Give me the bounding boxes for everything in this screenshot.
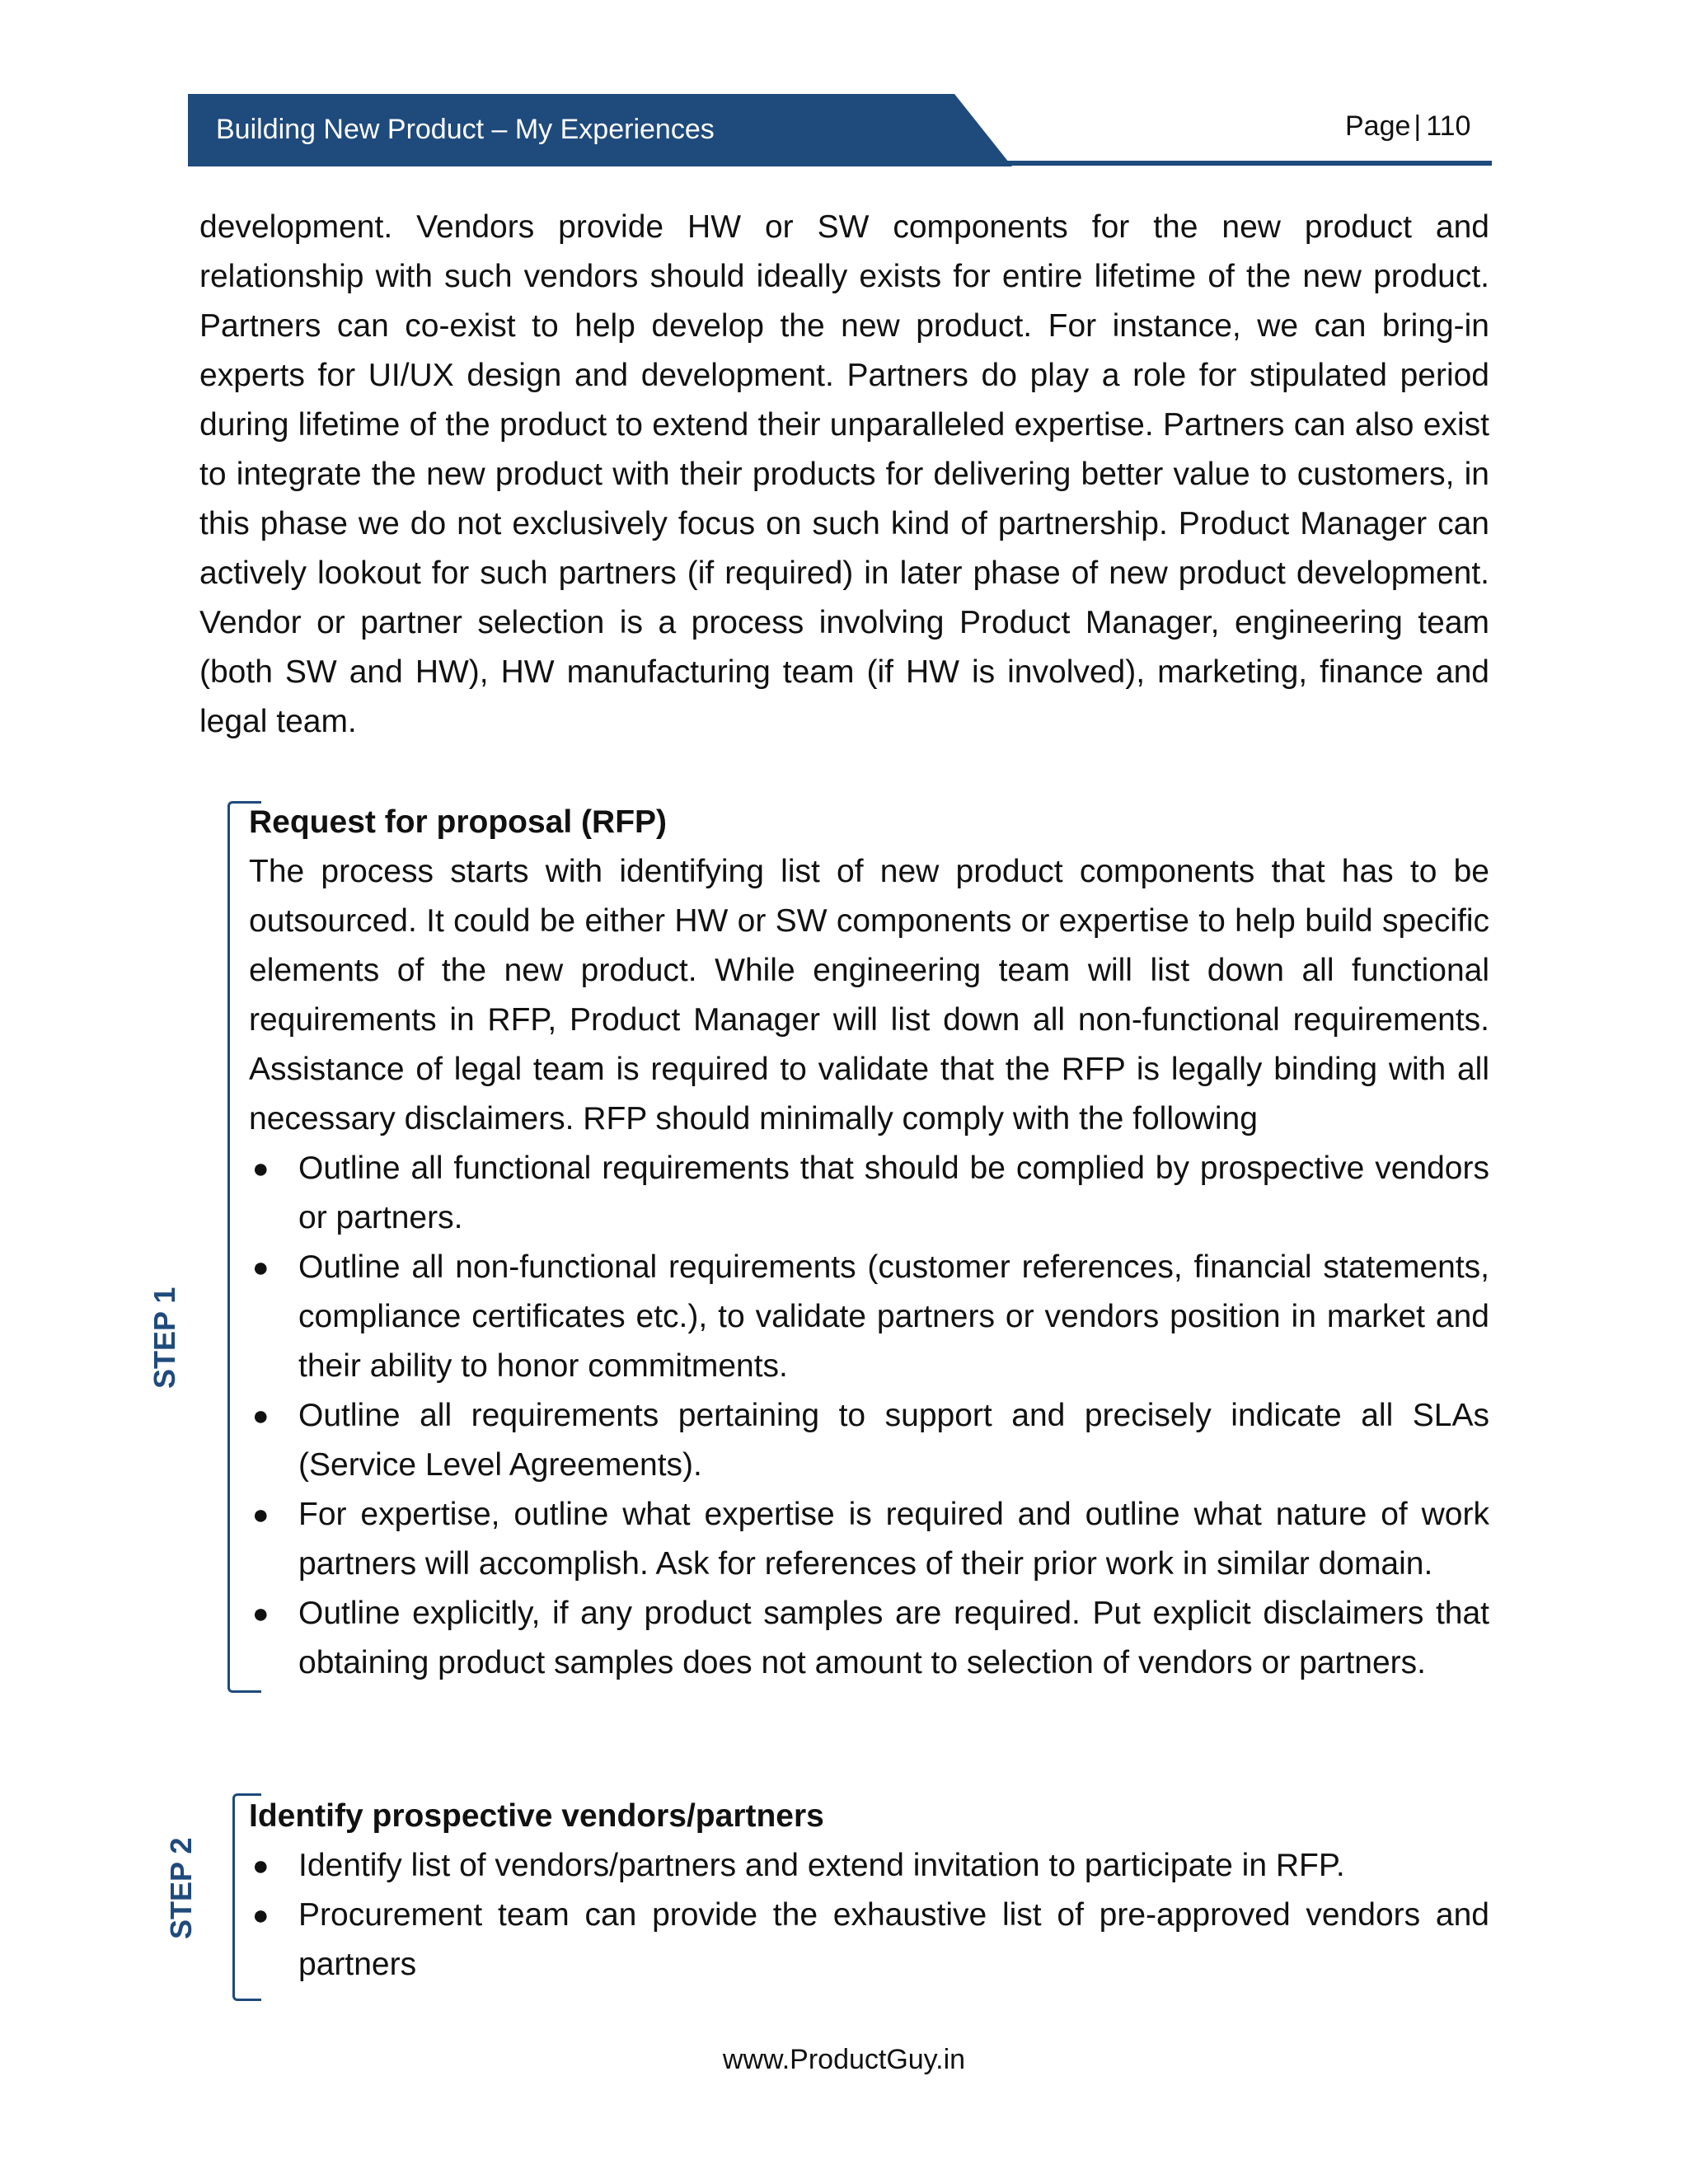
bullet-icon: ● — [252, 1499, 270, 1530]
footer-url: www.ProductGuy.in — [722, 2044, 966, 2075]
list-item — [249, 1391, 1489, 1490]
step1-heading: Request for proposal (RFP) — [249, 804, 668, 840]
bullet-icon: ● — [252, 1153, 270, 1184]
step1-section — [249, 798, 1489, 1688]
step2-section — [249, 1792, 1489, 1990]
bullet-text: Outline all functional requirements that should be complied by prospective vendors or partners. — [298, 1151, 1489, 1235]
step1-bullet-list — [249, 1144, 1489, 1688]
list-item — [249, 1144, 1489, 1243]
page-number-label — [1345, 110, 1470, 143]
list-item — [249, 1841, 1489, 1891]
bullet-text: For expertise, outline what expertise is required and outline what nature of work partners will accomplish. Ask for references of their prior work in similar domain. — [298, 1497, 1489, 1582]
intro-paragraph: development. Vendors provide HW or SW components for the new product and relationship with such vendors should ideally exists for entire lifetime of the new product. Partners can co-exist to help develop the new product. For instance, we can bring-in experts for UI/UX design and development. Partners do play a role for stipulated period during lifetime of the product to extend their unparalleled expertise. Partners can also exist to integrate the new product with their products for delivering better value to customers, in this phase we do not exclusively focus on such kind of partnership. Product Manager can actively lookout for such partners (if required) in later phase of new product development. Vendor or partner selection is a process involving Product Manager, engineering team (both SW and HW), HW manufacturing team (if HW is involved), marketing, finance and legal team. — [199, 209, 1489, 739]
bullet-icon: ● — [252, 1900, 270, 1931]
header-rule — [997, 161, 1492, 166]
page-separator: | — [1414, 110, 1422, 142]
page-label: Page — [1345, 110, 1411, 142]
step2-heading: Identify prospective vendors/partners — [249, 1798, 824, 1834]
bullet-icon: ● — [252, 1850, 270, 1882]
document-title: Building New Product – My Experiences — [216, 114, 715, 145]
step1-paragraph: The process starts with identifying list of new product components that has to be outsourced. It could be either HW or SW components or expertise to help build specific elements of the new product. While engineering team will list down all functional requirements in RFP, Product Manager will list down all non-functional requirements. Assistance of legal team is required to validate that the RFP is legally binding with all necessary disclaimers. RFP should minimally comply with the following — [249, 854, 1489, 1137]
list-item — [249, 1490, 1489, 1589]
step2-label: STEP 2 — [164, 1837, 198, 1939]
list-item — [249, 1243, 1489, 1391]
bullet-icon: ● — [252, 1252, 270, 1283]
bullet-text: Procurement team can provide the exhaustive list of pre-approved vendors and partners — [298, 1897, 1489, 1982]
step2-bullet-list — [249, 1841, 1489, 1990]
bullet-text: Outline all non-functional requirements (customer references, financial statements, compliance certificates etc.), to validate partners or vendors position in market and their ability to honor commitments. — [298, 1249, 1489, 1384]
list-item — [249, 1891, 1489, 1990]
bullet-text: Outline explicitly, if any product samples are required. Put explicit disclaimers that obtaining product samples does not amount to selection of vendors or partners. — [298, 1596, 1489, 1680]
bullet-text: Identify list of vendors/partners and extend invitation to participate in RFP. — [298, 1848, 1345, 1883]
bullet-text: Outline all requirements pertaining to support and precisely indicate all SLAs (Service Level Agreements). — [298, 1398, 1489, 1483]
step1-label: STEP 1 — [148, 1286, 181, 1389]
bullet-icon: ● — [252, 1598, 270, 1629]
bullet-icon: ● — [252, 1400, 270, 1432]
page-number: 110 — [1426, 110, 1471, 142]
list-item — [249, 1589, 1489, 1688]
